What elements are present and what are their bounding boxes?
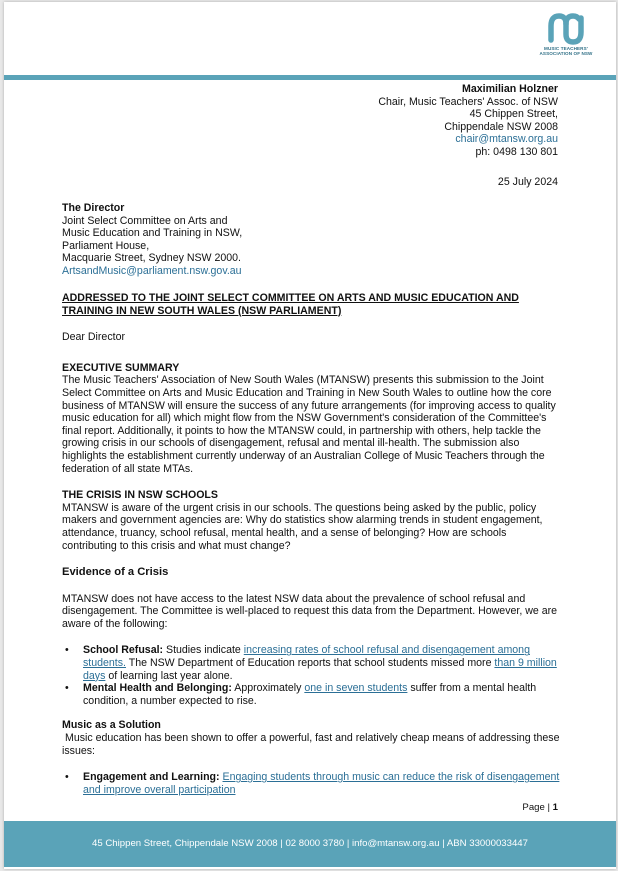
recipient-line: Music Education and Training in NSW, bbox=[62, 227, 243, 240]
recipient-block bbox=[62, 202, 242, 278]
salutation: Dear Director bbox=[62, 331, 125, 344]
footer-bar bbox=[4, 821, 616, 867]
bullet-text: The NSW Department of Education reports that school students missed more bbox=[126, 657, 495, 670]
sender-suburb: Chippendale NSW 2008 bbox=[444, 120, 558, 133]
bullet-label: Engagement and Learning: bbox=[83, 771, 220, 784]
page-number bbox=[522, 802, 558, 813]
bullet-text: of learning last year alone. bbox=[105, 669, 233, 682]
bullet-text: Studies indicate bbox=[163, 644, 244, 657]
document-page bbox=[4, 2, 616, 869]
sender-title: Chair, Music Teachers' Assoc. of NSW bbox=[378, 95, 558, 108]
music-text: Music education has been shown to offer a powerful, fast and relatively cheap means of addressing these issues: bbox=[62, 732, 560, 757]
recipient-name: The Director bbox=[62, 202, 125, 214]
logo-mark-icon bbox=[547, 12, 585, 46]
logo-text-line1: MUSIC TEACHERS' bbox=[544, 46, 588, 51]
bullet-label: Mental Health and Belonging: bbox=[83, 682, 232, 695]
music-heading: Music as a Solution bbox=[62, 719, 161, 732]
list-item bbox=[62, 771, 562, 796]
header-band bbox=[4, 75, 616, 80]
bullet-text: Approximately bbox=[231, 682, 305, 695]
sender-street: 45 Chippen Street, bbox=[469, 108, 558, 121]
bullet-text: suffer from a mental health condition, a number expected to rise. bbox=[83, 682, 537, 707]
logo-text-line2: ASSOCIATION OF NSW bbox=[539, 51, 593, 57]
page-number-value: 1 bbox=[552, 802, 558, 813]
recipient-line: Macquarie Street, Sydney NSW 2000. bbox=[62, 252, 242, 265]
bullet-label: School Refusal: bbox=[83, 644, 164, 657]
footer-text: 45 Chippen Street, Chippendale NSW 2008 | 02 8000 3780 | info@mtansw.org.au | ABN 33000033447 bbox=[92, 838, 528, 849]
crisis-text: MTANSW is aware of the urgent crisis in our schools. The questions being asked by the public, policy makers and government agencies are: Why do statistics show alarming trends in student engagement, attendance, truancy, school refusal, mental health, and a sense of belonging? How are schools contributing to this crisis and what must change? bbox=[62, 501, 543, 552]
bullet-link[interactable]: Engaging students through music can reduce the risk of disengagement and improve overall participation bbox=[83, 771, 560, 796]
sender-name: Maximilian Holzner bbox=[462, 83, 558, 95]
evidence-list bbox=[62, 644, 562, 707]
list-item bbox=[62, 644, 562, 682]
recipient-line: Joint Select Committee on Arts and bbox=[62, 214, 228, 227]
evidence-heading: Evidence of a Crisis bbox=[62, 566, 169, 579]
page-label: Page | bbox=[522, 802, 553, 813]
sender-email-link[interactable]: chair@mtansw.org.au bbox=[455, 133, 558, 146]
letter-subject: ADDRESSED TO THE JOINT SELECT COMMITTEE ON ARTS AND MUSIC EDUCATION AND TRAINING IN NEW SOUTH WALES (NSW PARLIAMENT) bbox=[62, 292, 519, 317]
music-list bbox=[62, 771, 562, 796]
list-item bbox=[62, 682, 562, 707]
sender-block bbox=[378, 83, 558, 159]
recipient-line: Parliament House, bbox=[62, 239, 150, 252]
bullet-link[interactable]: one in seven students bbox=[304, 682, 408, 695]
sender-phone: ph: 0498 130 801 bbox=[475, 145, 558, 158]
bullet-link[interactable]: than 9 million days bbox=[83, 657, 557, 682]
letter-body bbox=[62, 292, 562, 796]
mtansw-logo bbox=[530, 12, 602, 68]
executive-summary-text: The Music Teachers' Association of New South Wales (MTANSW) presents this submission to the Joint Select Committee on Arts and Music Education and Training in New South Wales to outline how the core business of MTANSW will ensure the success of any future arrangements (for improving access to quality music education for all) which might flow from the NSW Government's consideration of the Committee's final report. Additionally, it points to how the MTANSW could, in partnership with others, help tackle the growing crisis in our schools of disengagement, refusal and mental ill-health. The submission also highlights the establishment currently underway of an Australian College of Music Teachers through the federation of all state MTAs. bbox=[62, 374, 556, 475]
crisis-heading: THE CRISIS IN NSW SCHOOLS bbox=[62, 489, 218, 502]
recipient-email-link[interactable]: ArtsandMusic@parliament.nsw.gov.au bbox=[62, 264, 242, 277]
letter-date: 25 July 2024 bbox=[497, 176, 558, 188]
executive-summary-heading: EXECUTIVE SUMMARY bbox=[62, 361, 180, 374]
bullet-link[interactable]: increasing rates of school refusal and disengagement among students. bbox=[83, 644, 530, 670]
evidence-text: MTANSW does not have access to the latest NSW data about the prevalence of school refusal and disengagement. The Committee is well-placed to request this data from the Department. However, we are aware of the following: bbox=[62, 592, 558, 630]
